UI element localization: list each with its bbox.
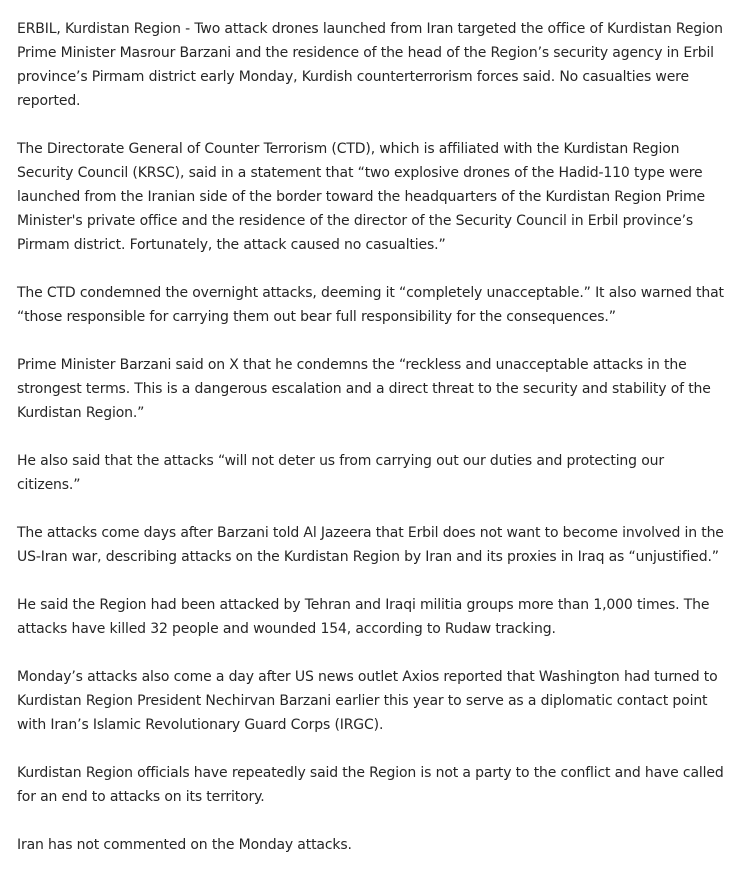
article-paragraph: The Directorate General of Counter Terrorism (CTD), which is affiliated with the Kurdistan Region Security Council (KRSC), said in a statement that “two explosive drones of the Hadid-110 type were launched from the Iranian side of the border toward the headquarters of the Kurdistan Region Prime Minister's private office and the residence of the director of the Security Council in Erbil province’s Pirmam district. Fortunately, the attack caused no casualties.” (17, 141, 705, 253)
article-paragraph: Monday’s attacks also come a day after US news outlet Axios reported that Washington had turned to Kurdistan Region President Nechirvan Barzani earlier this year to serve as a diplomatic contact point with Iran’s Islamic Revolutionary Guard Corps (IRGC). (17, 669, 718, 733)
article-paragraph: ERBIL, Kurdistan Region - Two attack drones launched from Iran targeted the office of Kurdistan Region Prime Minister Masrour Barzani and the residence of the head of the Region’s security agency in Erbil province’s Pirmam district early Monday, Kurdish counterterrorism forces said. No casualties were reported. (17, 21, 723, 109)
article-body (17, 17, 729, 881)
article-paragraph: He also said that the attacks “will not deter us from carrying out our duties and protecting our citizens.” (17, 453, 664, 493)
article-paragraph: He said the Region had been attacked by Tehran and Iraqi militia groups more than 1,000 times. The attacks have killed 32 people and wounded 154, according to Rudaw tracking. (17, 597, 710, 637)
article-paragraph: The CTD condemned the overnight attacks, deeming it “completely unacceptable.” It also warned that “those responsible for carrying them out bear full responsibility for the consequences.” (17, 285, 724, 325)
article-paragraph: Prime Minister Barzani said on X that he condemns the “reckless and unacceptable attacks in the strongest terms. This is a dangerous escalation and a direct threat to the security and stability of the Kurdistan Region.” (17, 357, 711, 421)
article-paragraph: Kurdistan Region officials have repeatedly said the Region is not a party to the conflict and have called for an end to attacks on its territory. (17, 765, 724, 805)
article-paragraph: The attacks come days after Barzani told Al Jazeera that Erbil does not want to become involved in the US-Iran war, describing attacks on the Kurdistan Region by Iran and its proxies in Iraq as “unjustified.” (17, 525, 724, 565)
article-paragraph: Iran has not commented on the Monday attacks. (17, 837, 352, 853)
